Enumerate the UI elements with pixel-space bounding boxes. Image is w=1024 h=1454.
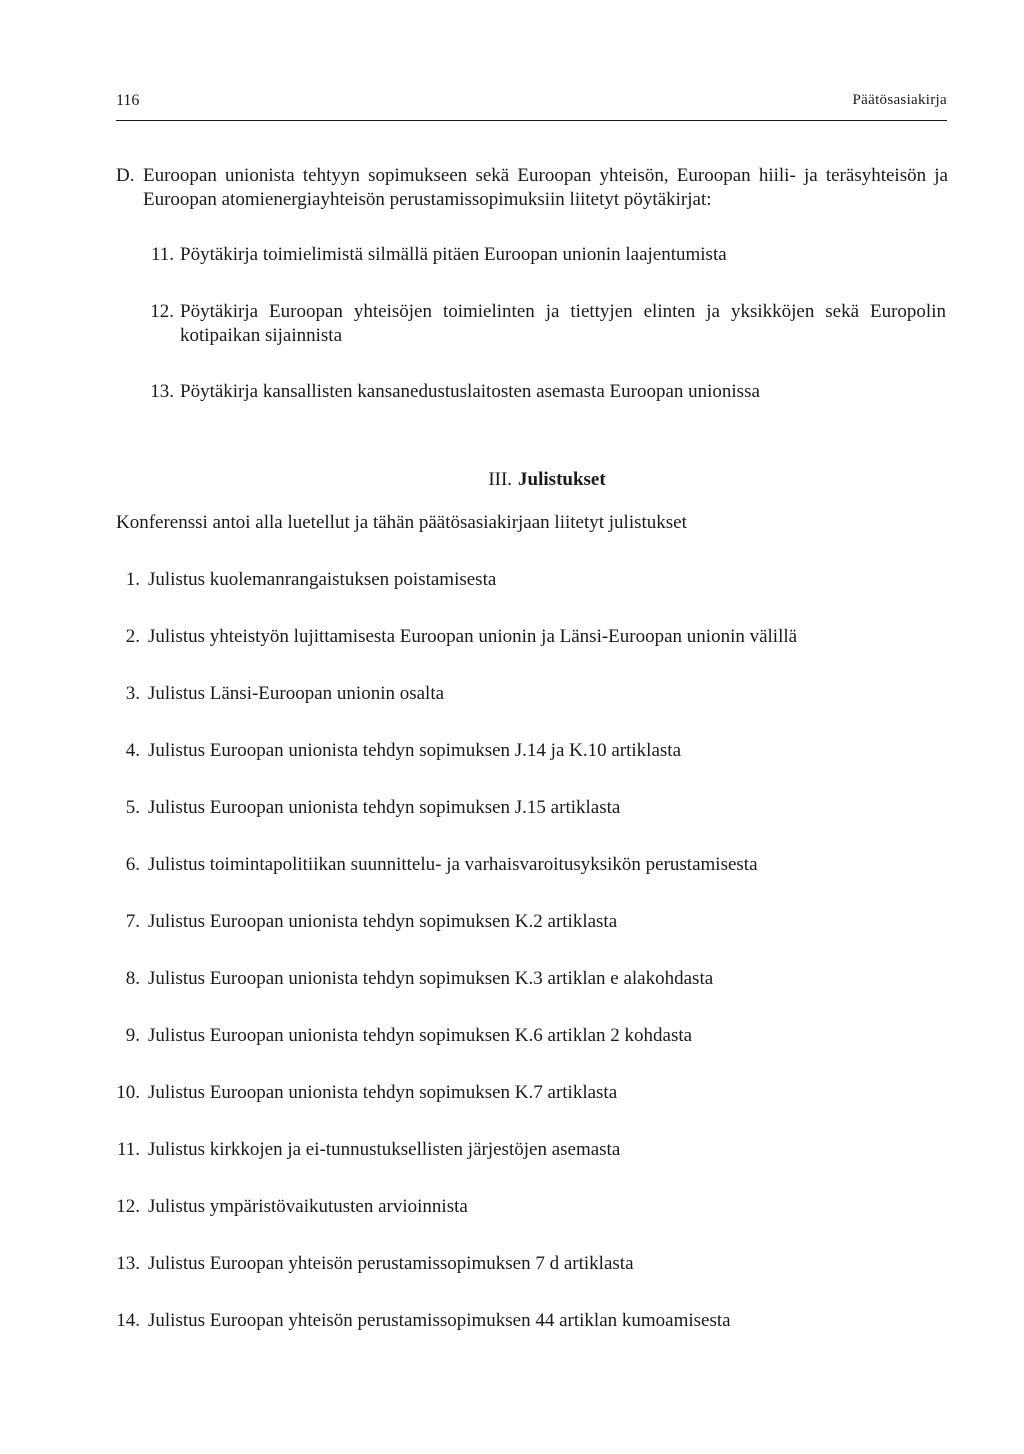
declaration-number: 7. bbox=[125, 911, 140, 932]
page-header bbox=[116, 92, 947, 116]
declaration-number: 14. bbox=[116, 1310, 140, 1331]
section-roman-numeral: III. bbox=[488, 469, 513, 490]
declaration-text: Julistus Euroopan unionista tehdyn sopimuksen J.15 artiklasta bbox=[148, 797, 621, 818]
declaration-text: Julistus toimintapolitiikan suunnittelu- ja varhaisvaroitusyksikön perustamisesta bbox=[148, 854, 758, 875]
section-d-text: Euroopan unionista tehtyyn sopimukseen sekä Euroopan yhteisön, Euroopan hiili- ja teräsyhteisön ja Euroopan atomienergiayhteisön perustamissopimuksiin liitetyt pöytäkirjat: bbox=[143, 165, 948, 210]
declaration-text: Julistus yhteistyön lujittamisesta Euroopan unionin ja Länsi-Euroopan unionin välillä bbox=[148, 626, 798, 647]
declaration-number: 1. bbox=[125, 569, 140, 590]
declaration-number: 9. bbox=[125, 1025, 140, 1046]
declaration-number: 12. bbox=[116, 1196, 140, 1217]
section-d-letter: D. bbox=[116, 165, 135, 186]
declaration-number: 10. bbox=[116, 1082, 140, 1103]
declaration-text: Julistus kuolemanrangaistuksen poistamisesta bbox=[148, 569, 497, 590]
protocol-number: 12. bbox=[150, 301, 174, 322]
declaration-number: 5. bbox=[125, 797, 140, 818]
header-rule bbox=[116, 120, 947, 121]
protocol-text: Pöytäkirja kansallisten kansanedustuslaitosten asemasta Euroopan unionissa bbox=[180, 381, 760, 402]
declaration-text: Julistus Länsi-Euroopan unionin osalta bbox=[148, 683, 445, 704]
declaration-number: 11. bbox=[116, 1139, 140, 1160]
declaration-number: 2. bbox=[125, 626, 140, 647]
protocol-text: Pöytäkirja Euroopan yhteisöjen toimielinten ja tiettyjen elinten ja yksikköjen sekä Europolin kotipaikan sijainnista bbox=[180, 301, 946, 346]
section-title: Julistukset bbox=[518, 469, 606, 490]
protocol-text: Pöytäkirja toimielimistä silmällä pitäen Euroopan unionin laajentumista bbox=[180, 244, 727, 265]
declaration-number: 3. bbox=[125, 683, 140, 704]
declaration-number: 6. bbox=[125, 854, 140, 875]
declaration-text: Julistus Euroopan yhteisön perustamissopimuksen 44 artiklan kumoamisesta bbox=[148, 1310, 731, 1331]
declaration-text: Julistus Euroopan unionista tehdyn sopimuksen K.2 artiklasta bbox=[148, 911, 618, 932]
running-title: Päätösasiakirja bbox=[852, 92, 947, 108]
protocol-number: 11. bbox=[150, 244, 174, 265]
declaration-number: 8. bbox=[125, 968, 140, 989]
declaration-number: 4. bbox=[125, 740, 140, 761]
page-number: 116 bbox=[116, 92, 140, 109]
declaration-number: 13. bbox=[116, 1253, 140, 1274]
declaration-text: Julistus Euroopan unionista tehdyn sopimuksen K.6 artiklan 2 kohdasta bbox=[148, 1025, 693, 1046]
section-heading bbox=[0, 468, 1024, 492]
declaration-text: Julistus ympäristövaikutusten arvioinnista bbox=[148, 1196, 468, 1217]
declaration-text: Julistus Euroopan unionista tehdyn sopimuksen K.3 artiklan e alakohdasta bbox=[148, 968, 714, 989]
declaration-text: Julistus Euroopan unionista tehdyn sopimuksen K.7 artiklasta bbox=[148, 1082, 618, 1103]
declaration-text: Julistus Euroopan unionista tehdyn sopimuksen J.14 ja K.10 artiklasta bbox=[148, 740, 682, 761]
declaration-text: Julistus Euroopan yhteisön perustamissopimuksen 7 d artiklasta bbox=[148, 1253, 634, 1274]
declaration-text: Julistus kirkkojen ja ei-tunnustuksellisten järjestöjen asemasta bbox=[148, 1139, 621, 1160]
protocol-number: 13. bbox=[150, 381, 174, 402]
intro-paragraph: Konferenssi antoi alla luetellut ja tähän päätösasiakirjaan liitetyt julistukset bbox=[116, 512, 687, 533]
